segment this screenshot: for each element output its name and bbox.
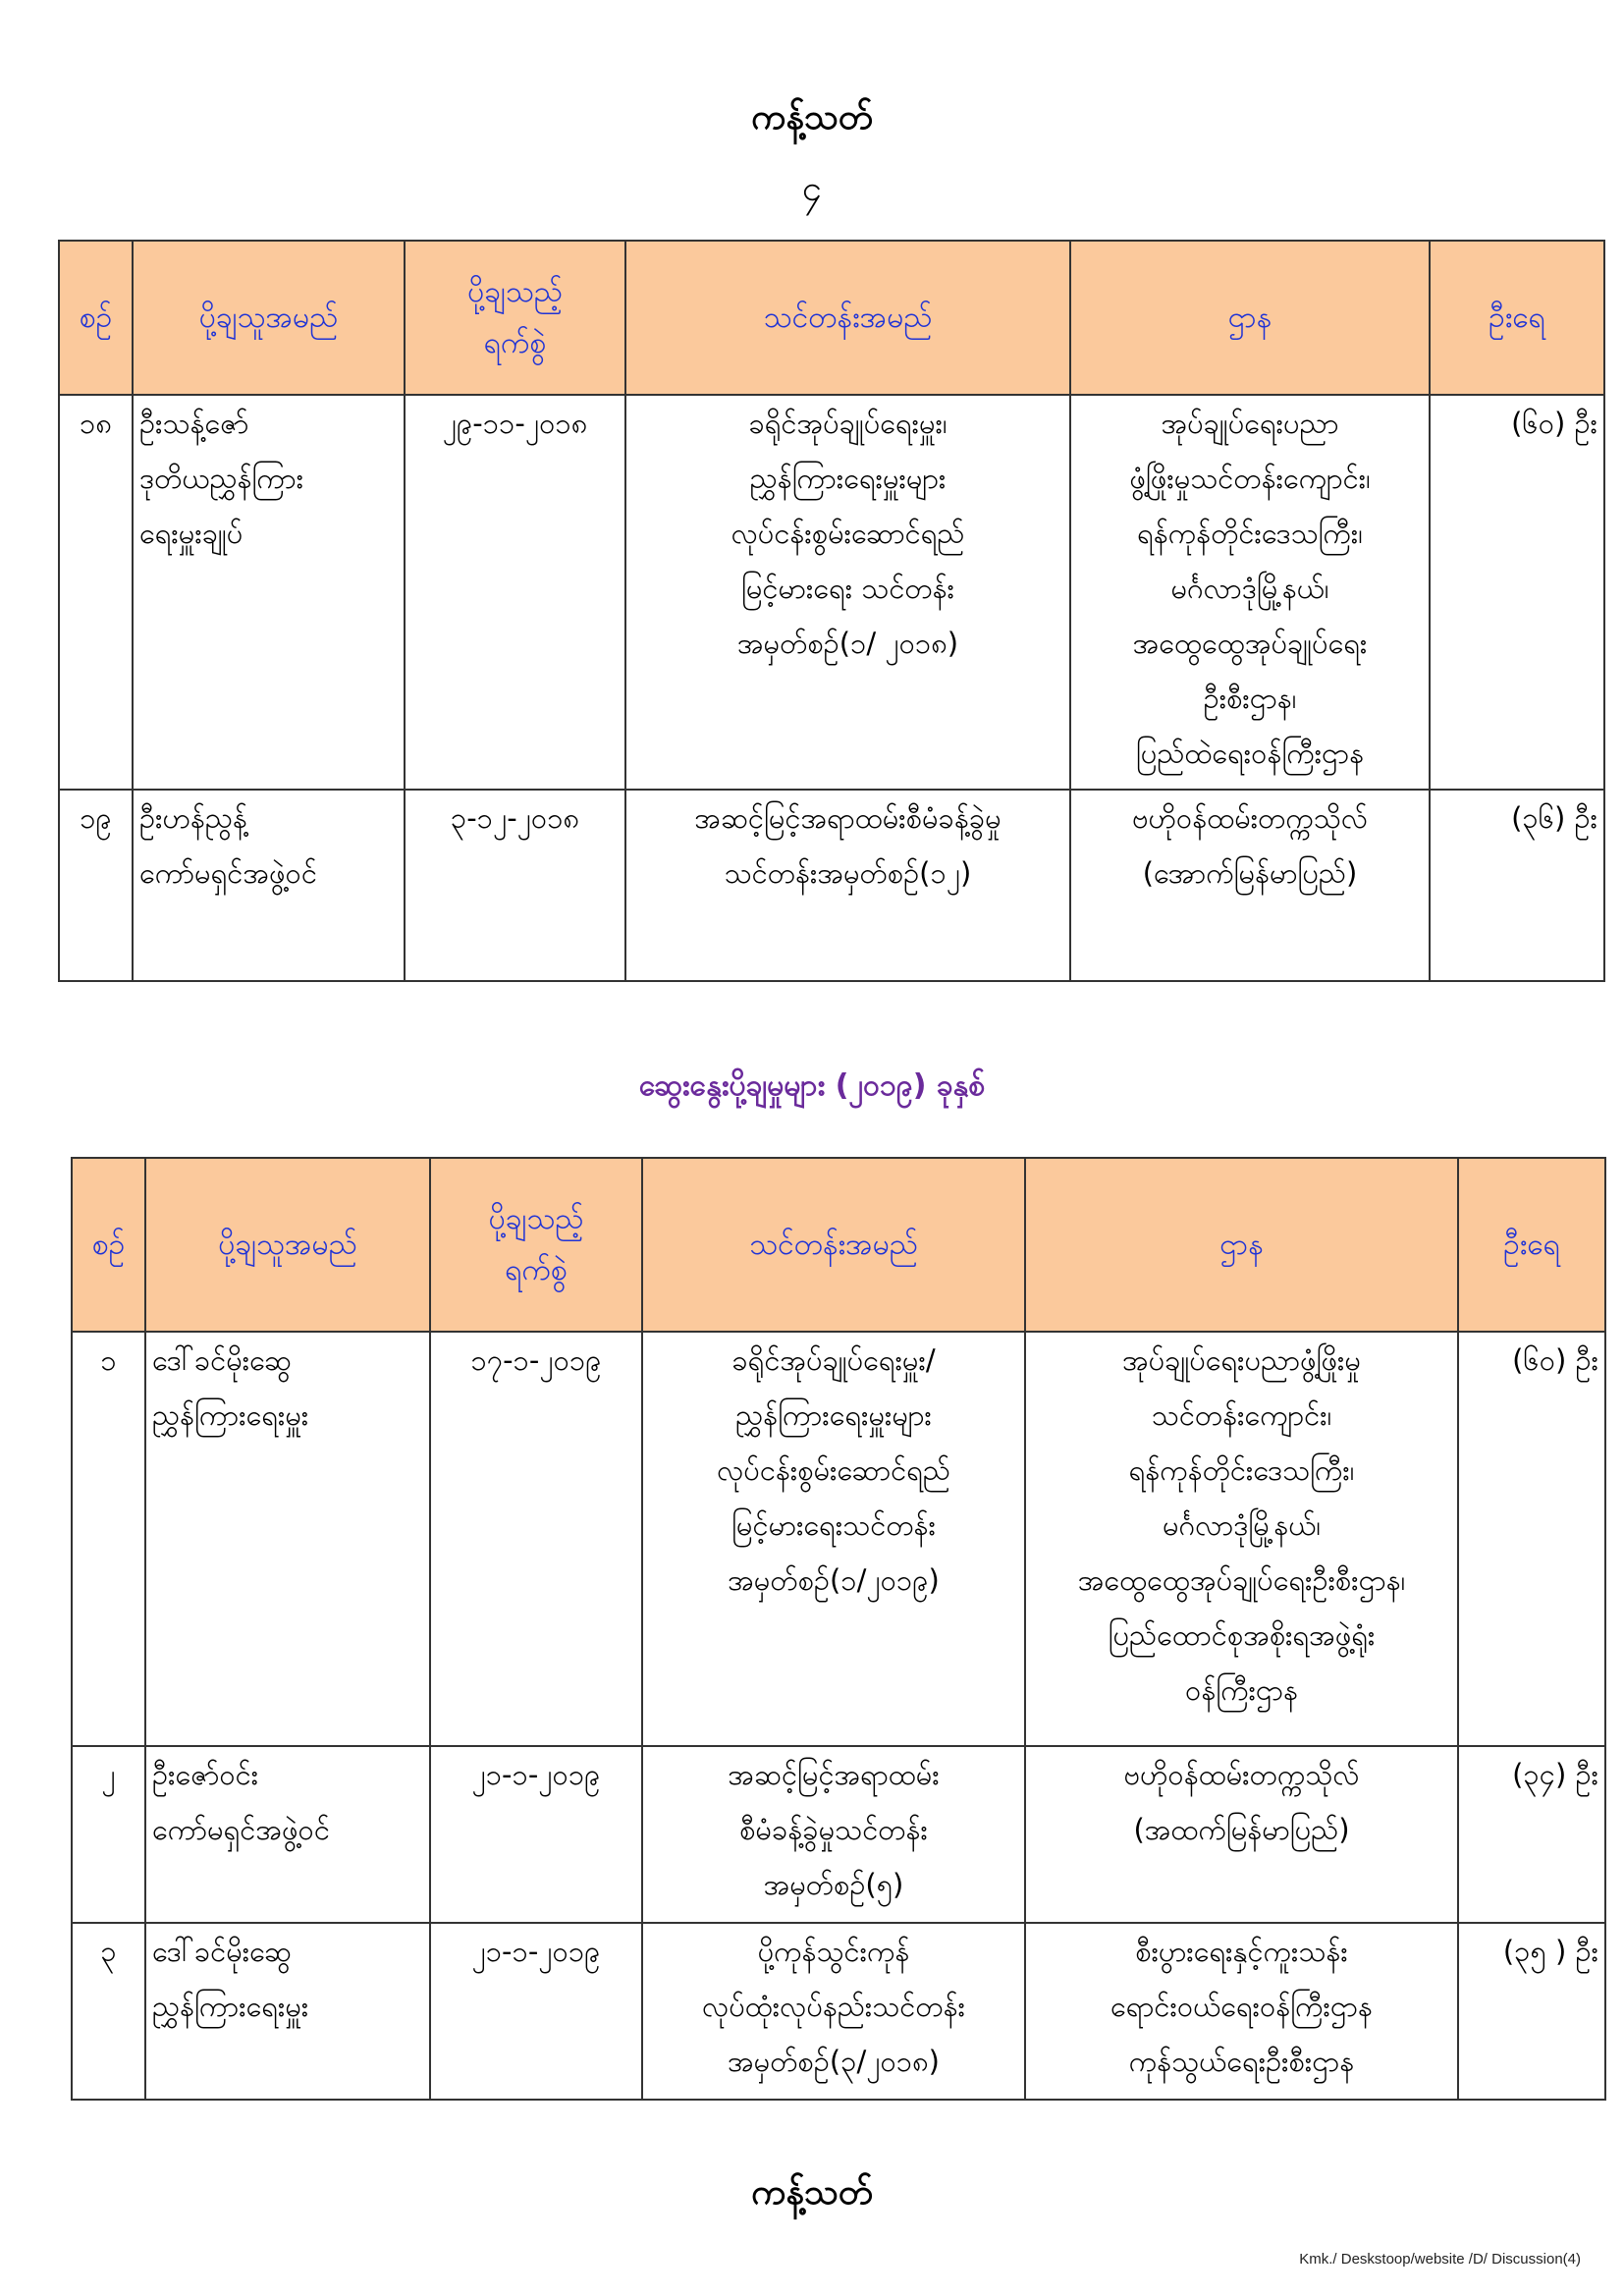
col-header-lecturer: ပို့ချသူအမည် [133, 241, 405, 395]
row-course: ခရိုင်အုပ်ချုပ်ရေးမှူး၊ ညွှန်ကြားရေးမှူးများ လုပ်ငန်းစွမ်းဆောင်ရည် မြင့်မားရေး သင်တန်း အမှတ်စဉ်(၁/ ၂၀၁၈) [625, 395, 1070, 790]
row-course: အဆင့်မြင့်အရာထမ်းစီမံခန့်ခွဲမှု သင်တန်းအမှတ်စဉ်(၁၂) [625, 790, 1070, 981]
row-department: ဗဟိုဝန်ထမ်းတက္ကသိုလ် (အထက်မြန်မာပြည်) [1025, 1746, 1458, 1923]
table-row [59, 790, 1604, 981]
row-date: ၂၉-၁၁-၂၀၁၈ [405, 395, 625, 790]
page-header-title: ကန့်သတ် [751, 96, 873, 137]
row-count: (၃၅ ) ဦး [1458, 1923, 1605, 2100]
row-lecturer: ဦးဇော်ဝင်း ကော်မရှင်အဖွဲ့ဝင် [145, 1746, 430, 1923]
section-heading-2019: ဆွေးနွေးပို့ချမှုများ (၂၀၁၉) ခုနှစ် [638, 1068, 986, 1103]
row-date: ၂၁-၁-၂၀၁၉ [430, 1746, 642, 1923]
col-header-number: စဉ် [72, 1158, 145, 1332]
col-header-number: စဉ် [59, 241, 133, 395]
row-department: စီးပွားရေးနှင့်ကူးသန်း ရောင်းဝယ်ရေးဝန်ကြီးဌာန ကုန်သွယ်ရေးဦးစီးဌာန [1025, 1923, 1458, 2100]
table-row [59, 395, 1604, 790]
row-date: ၃-၁၂-၂၀၁၈ [405, 790, 625, 981]
table-header-row [59, 241, 1604, 395]
row-date: ၁၇-၁-၂၀၁၉ [430, 1332, 642, 1746]
table-row [72, 1332, 1605, 1746]
row-number: ၁၉ [59, 790, 133, 981]
col-header-lecturer: ပို့ချသူအမည် [145, 1158, 430, 1332]
row-date: ၂၁-၁-၂၀၁၉ [430, 1923, 642, 2100]
lectures-table-2018 [58, 240, 1605, 982]
col-header-count: ဦးရေ [1430, 241, 1604, 395]
row-lecturer: ဦးဟန်ညွန့် ကော်မရှင်အဖွဲ့ဝင် [133, 790, 405, 981]
table-header-row [72, 1158, 1605, 1332]
row-course: အဆင့်မြင့်အရာထမ်း စီမံခန့်ခွဲမှုသင်တန်း အမှတ်စဉ်(၅) [642, 1746, 1025, 1923]
row-number: ၁ [72, 1332, 145, 1746]
row-number: ၁၈ [59, 395, 133, 790]
col-header-date: ပို့ချသည့် ရက်စွဲ [405, 241, 625, 395]
row-department: အုပ်ချုပ်ရေးပညာ ဖွံ့ဖြိုးမှုသင်တန်းကျောင်း၊ ရန်ကုန်တိုင်းဒေသကြီး၊ မင်္ဂလာဒုံမြို့နယ်၊ အထွေထွေအုပ်ချုပ်ရေး ဦးစီးဌာန၊ ပြည်ထဲရေးဝန်ကြီးဌာန [1070, 395, 1430, 790]
row-course: ခရိုင်အုပ်ချုပ်ရေးမှူး/ ညွှန်ကြားရေးမှူးများ လုပ်ငန်းစွမ်းဆောင်ရည် မြင့်မားရေးသင်တန်း အမှတ်စဉ်(၁/၂၀၁၉) [642, 1332, 1025, 1746]
row-count: (၃၄) ဦး [1458, 1746, 1605, 1923]
row-count: (၆၀) ဦး [1458, 1332, 1605, 1746]
row-course: ပို့ကုန်သွင်းကုန် လုပ်ထုံးလုပ်နည်းသင်တန်း အမှတ်စဉ်(၃/၂၀၁၈) [642, 1923, 1025, 2100]
col-header-course: သင်တန်းအမည် [642, 1158, 1025, 1332]
table-row [72, 1746, 1605, 1923]
row-lecturer: ဒေါ်ခင်မိုးဆွေ ညွှန်ကြားရေးမှူး [145, 1923, 430, 2100]
col-header-department: ဌာန [1025, 1158, 1458, 1332]
row-count: (၆၀) ဦး [1430, 395, 1604, 790]
table-row [72, 1923, 1605, 2100]
col-header-department: ဌာန [1070, 241, 1430, 395]
row-department: ဗဟိုဝန်ထမ်းတက္ကသိုလ် (အောက်မြန်မာပြည်) [1070, 790, 1430, 981]
row-lecturer: ဦးသန့်ဇော် ဒုတိယညွှန်ကြား ရေးမှူးချုပ် [133, 395, 405, 790]
col-header-count: ဦးရေ [1458, 1158, 1605, 1332]
row-department: အုပ်ချုပ်ရေးပညာဖွံ့ဖြိုးမှု သင်တန်းကျောင်း၊ ရန်ကုန်တိုင်းဒေသကြီး၊ မင်္ဂလာဒုံမြို့နယ်၊ အထွေထွေအုပ်ချုပ်ရေးဦးစီးဌာန၊ ပြည်ထောင်စုအစိုးရအဖွဲ့ရုံး ဝန်ကြီးဌာန [1025, 1332, 1458, 1746]
col-header-course: သင်တန်းအမည် [625, 241, 1070, 395]
row-number: ၂ [72, 1746, 145, 1923]
col-header-date: ပို့ချသည့် ရက်စွဲ [430, 1158, 642, 1332]
page-number: ၄ [801, 169, 823, 209]
row-count: (၃၆) ဦး [1430, 790, 1604, 981]
row-number: ၃ [72, 1923, 145, 2100]
lectures-table-2019 [71, 1157, 1606, 2101]
footer-file-path: Kmk./ Deskstoop/website /D/ Discussion(4) [1299, 2251, 1581, 2268]
page-footer-title: ကန့်သတ် [751, 2171, 873, 2213]
row-lecturer: ဒေါ်ခင်မိုးဆွေ ညွှန်ကြားရေးမှူး [145, 1332, 430, 1746]
